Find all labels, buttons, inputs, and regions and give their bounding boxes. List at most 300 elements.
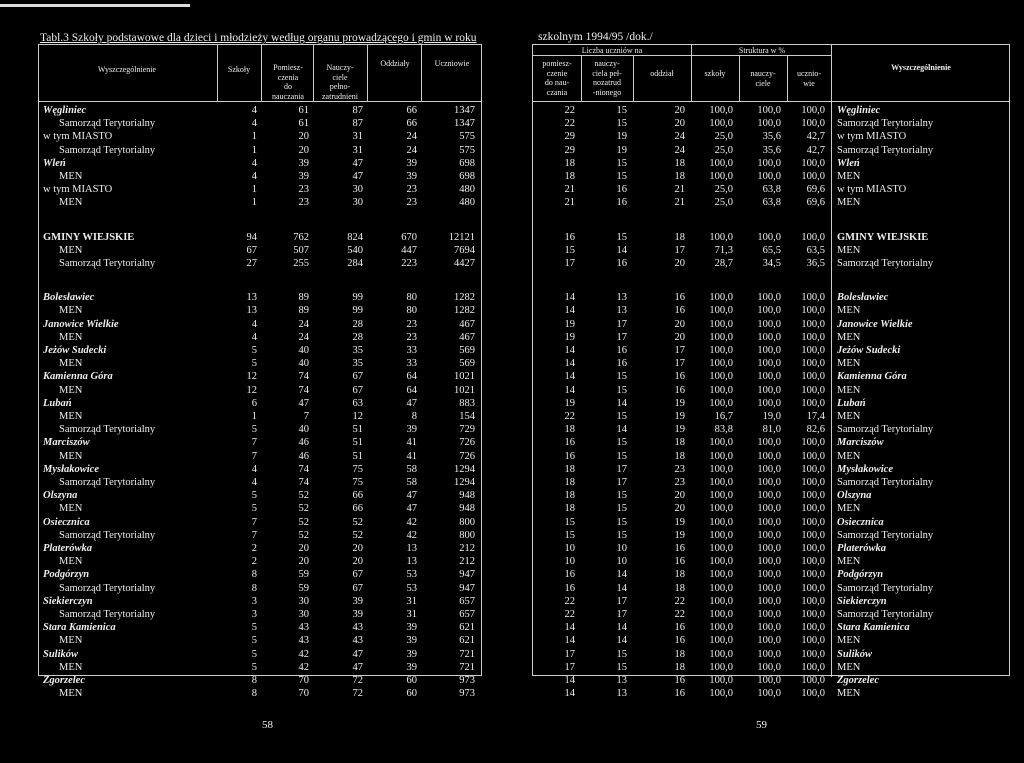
header-pupils: Uczniowie bbox=[434, 59, 470, 68]
cell-value: 4 bbox=[251, 331, 257, 343]
cell-value: 20 bbox=[674, 331, 685, 343]
cell-value: 1294 bbox=[454, 463, 475, 475]
cell-value: 212 bbox=[459, 556, 475, 568]
cell-value: 61 bbox=[298, 118, 309, 130]
cell-value: 17 bbox=[616, 331, 627, 343]
cell-value: 17 bbox=[564, 258, 575, 269]
right-table-header bbox=[533, 45, 1009, 102]
cell-value: 1021 bbox=[454, 384, 475, 396]
cell-value: 100,0 bbox=[757, 345, 781, 356]
header-label: Wyszczególnienie bbox=[97, 65, 157, 74]
cell-value: 23 bbox=[674, 463, 685, 475]
page-number-left: 58 bbox=[262, 719, 273, 731]
cell-value: 15 bbox=[616, 503, 627, 515]
cell-value: 100,0 bbox=[757, 622, 781, 634]
row-label: Olszyna bbox=[43, 490, 78, 502]
cell-value: 575 bbox=[459, 131, 475, 143]
header-rooms: Pomiesz- czenia do nauczania bbox=[272, 63, 304, 101]
cell-value: 721 bbox=[459, 661, 475, 673]
cell-value: 14 bbox=[564, 305, 575, 317]
cell-value: 5 bbox=[251, 345, 257, 356]
cell-value: 100,0 bbox=[709, 516, 733, 528]
cell-value: 20 bbox=[298, 131, 309, 143]
cell-value: 100,0 bbox=[757, 503, 781, 515]
cell-value: 284 bbox=[347, 258, 363, 269]
cell-value: 39 bbox=[298, 157, 309, 169]
cell-value: 569 bbox=[459, 345, 475, 356]
cell-value: 100,0 bbox=[801, 516, 825, 528]
row-label: MEN bbox=[837, 244, 861, 256]
cell-value: 12 bbox=[352, 411, 363, 422]
cell-value: 8 bbox=[411, 411, 417, 422]
cell-value: 24 bbox=[674, 144, 685, 156]
cell-value: 14 bbox=[616, 569, 627, 581]
cell-value: 18 bbox=[564, 463, 575, 475]
row-label: Marciszów bbox=[837, 437, 884, 449]
left-table bbox=[38, 44, 482, 700]
cell-value: 948 bbox=[459, 490, 475, 502]
cell-value: 100,0 bbox=[709, 503, 733, 515]
cell-value: 1347 bbox=[454, 118, 475, 130]
cell-value: 154 bbox=[459, 411, 475, 422]
cell-value: 23 bbox=[406, 318, 417, 330]
cell-value: 19 bbox=[564, 397, 575, 409]
cell-value: 1294 bbox=[454, 477, 475, 488]
cell-value: 47 bbox=[352, 157, 363, 169]
cell-value: 87 bbox=[352, 105, 363, 116]
cell-value: 30 bbox=[298, 609, 309, 620]
row-label: Mysłakowice bbox=[837, 463, 893, 475]
cell-value: 61 bbox=[298, 105, 309, 116]
cell-value: 16 bbox=[674, 292, 685, 304]
row-label: Marciszów bbox=[43, 437, 90, 449]
row-label: Wleń bbox=[837, 157, 860, 169]
cell-value: 1282 bbox=[454, 305, 475, 317]
cell-value: 16 bbox=[564, 437, 575, 449]
row-label: Sulików bbox=[43, 648, 79, 660]
cell-value: 100,0 bbox=[709, 661, 733, 673]
cell-value: 14 bbox=[616, 424, 627, 436]
cell-value: 23 bbox=[674, 477, 685, 488]
cell-value: 53 bbox=[406, 582, 417, 594]
cell-value: 100,0 bbox=[801, 384, 825, 396]
cell-value: 100,0 bbox=[709, 463, 733, 475]
cell-value: 20 bbox=[674, 105, 685, 116]
cell-value: 19 bbox=[674, 397, 685, 409]
cell-value: 41 bbox=[406, 437, 417, 449]
header-schools-pct: szkoły bbox=[704, 69, 726, 78]
cell-value: 10 bbox=[564, 556, 575, 568]
cell-value: 973 bbox=[459, 675, 475, 686]
cell-value: 67 bbox=[246, 244, 257, 256]
header-group-structure: Struktura w % bbox=[738, 46, 786, 55]
cell-value: 18 bbox=[564, 490, 575, 502]
cell-value: 100,0 bbox=[801, 477, 825, 488]
cell-value: 7 bbox=[251, 516, 257, 528]
cell-value: 59 bbox=[298, 569, 309, 581]
cell-value: 4 bbox=[251, 118, 257, 130]
cell-value: 16 bbox=[616, 184, 627, 196]
cell-value: 100,0 bbox=[709, 688, 733, 700]
cell-value: 100,0 bbox=[757, 384, 781, 396]
cell-value: 12 bbox=[246, 371, 257, 383]
table-row bbox=[533, 197, 1009, 213]
header-schools: Szkoły bbox=[227, 65, 251, 74]
cell-value: 800 bbox=[459, 529, 475, 541]
cell-value: 100,0 bbox=[801, 543, 825, 554]
cell-value: 63,8 bbox=[762, 197, 781, 209]
cell-value: 17 bbox=[564, 648, 575, 660]
cell-value: 100,0 bbox=[801, 450, 825, 462]
cell-value: 15 bbox=[616, 231, 627, 243]
cell-value: 13 bbox=[616, 675, 627, 686]
cell-value: 67 bbox=[352, 371, 363, 383]
cell-value: 39 bbox=[352, 595, 363, 607]
cell-value: 39 bbox=[406, 635, 417, 647]
cell-value: 69,6 bbox=[806, 197, 825, 209]
row-label: MEN bbox=[837, 661, 861, 673]
cell-value: 16 bbox=[674, 543, 685, 554]
row-label: Lubań bbox=[43, 397, 72, 409]
cell-value: 1021 bbox=[454, 371, 475, 383]
cell-value: 22 bbox=[564, 609, 575, 620]
cell-value: 100,0 bbox=[801, 582, 825, 594]
row-label: w tym MIASTO bbox=[837, 184, 907, 196]
cell-value: 23 bbox=[298, 197, 309, 209]
cell-value: 467 bbox=[459, 331, 475, 343]
row-label: Kamienna Góra bbox=[837, 371, 907, 383]
row-label: Samorząd Terytorialny bbox=[837, 118, 934, 130]
header-label-right: Wyszczególnienie bbox=[891, 63, 951, 72]
cell-value: 1 bbox=[251, 411, 257, 422]
cell-value: 15 bbox=[564, 516, 575, 528]
row-label: MEN bbox=[837, 171, 861, 182]
cell-value: 16,7 bbox=[714, 411, 733, 422]
cell-value: 21 bbox=[564, 197, 575, 209]
cell-value: 39 bbox=[406, 622, 417, 634]
cell-value: 100,0 bbox=[709, 397, 733, 409]
cell-value: 47 bbox=[352, 171, 363, 182]
cell-value: 100,0 bbox=[709, 490, 733, 502]
cell-value: 100,0 bbox=[757, 609, 781, 620]
row-label: Samorząd Terytorialny bbox=[59, 144, 156, 156]
cell-value: 30 bbox=[298, 595, 309, 607]
cell-value: 20 bbox=[674, 503, 685, 515]
cell-value: 58 bbox=[406, 477, 417, 488]
cell-value: 20 bbox=[674, 118, 685, 130]
cell-value: 24 bbox=[406, 144, 417, 156]
row-label: MEN bbox=[59, 171, 83, 182]
cell-value: 18 bbox=[674, 582, 685, 594]
cell-value: 100,0 bbox=[709, 358, 733, 370]
cell-value: 18 bbox=[674, 437, 685, 449]
cell-value: 65,5 bbox=[762, 244, 781, 256]
cell-value: 22 bbox=[564, 595, 575, 607]
cell-value: 70 bbox=[298, 675, 309, 686]
row-label: Olszyna bbox=[837, 490, 872, 502]
cell-value: 14 bbox=[564, 622, 575, 634]
row-label: Bolesławiec bbox=[837, 292, 889, 304]
cell-value: 17 bbox=[616, 609, 627, 620]
cell-value: 39 bbox=[406, 661, 417, 673]
cell-value: 21 bbox=[674, 184, 685, 196]
row-label: Samorząd Terytorialny bbox=[59, 529, 156, 541]
row-label: Samorząd Terytorialny bbox=[59, 477, 156, 488]
cell-value: 52 bbox=[298, 516, 309, 528]
row-label: MEN bbox=[837, 358, 861, 370]
row-label: Węgliniec bbox=[43, 105, 87, 116]
cell-value: 28 bbox=[352, 331, 363, 343]
cell-value: 19 bbox=[564, 331, 575, 343]
page-number-right: 59 bbox=[756, 719, 767, 731]
cell-value: 6 bbox=[251, 397, 257, 409]
cell-value: 100,0 bbox=[801, 331, 825, 343]
cell-value: 30 bbox=[352, 197, 363, 209]
cell-value: 17 bbox=[674, 358, 685, 370]
cell-value: 36,5 bbox=[806, 258, 825, 269]
cell-value: 17 bbox=[564, 661, 575, 673]
cell-value: 15 bbox=[616, 384, 627, 396]
cell-value: 31 bbox=[406, 595, 417, 607]
cell-value: 670 bbox=[401, 231, 417, 243]
cell-value: 21 bbox=[564, 184, 575, 196]
cell-value: 22 bbox=[674, 609, 685, 620]
cell-value: 12 bbox=[246, 384, 257, 396]
cell-value: 47 bbox=[298, 397, 309, 409]
cell-value: 39 bbox=[406, 424, 417, 436]
cell-value: 89 bbox=[298, 305, 309, 317]
cell-value: 15 bbox=[616, 118, 627, 130]
cell-value: 25,0 bbox=[714, 131, 733, 143]
cell-value: 47 bbox=[352, 661, 363, 673]
cell-value: 19 bbox=[616, 144, 627, 156]
cell-value: 100,0 bbox=[757, 490, 781, 502]
row-label: Bolesławiec bbox=[43, 292, 95, 304]
cell-value: 100,0 bbox=[757, 358, 781, 370]
cell-value: 35 bbox=[352, 345, 363, 356]
cell-value: 5 bbox=[251, 661, 257, 673]
cell-value: 16 bbox=[616, 258, 627, 269]
cell-value: 51 bbox=[352, 437, 363, 449]
cell-value: 18 bbox=[674, 661, 685, 673]
cell-value: 16 bbox=[674, 635, 685, 647]
cell-value: 43 bbox=[352, 622, 363, 634]
cell-value: 100,0 bbox=[709, 105, 733, 116]
cell-value: 16 bbox=[564, 569, 575, 581]
cell-value: 42,7 bbox=[806, 131, 825, 143]
cell-value: 14 bbox=[564, 384, 575, 396]
row-label: Jeżów Sudecki bbox=[43, 345, 107, 356]
cell-value: 15 bbox=[616, 157, 627, 169]
cell-value: 89 bbox=[298, 292, 309, 304]
row-label: MEN bbox=[59, 384, 83, 396]
row-label: MEN bbox=[837, 305, 861, 317]
cell-value: 13 bbox=[246, 305, 257, 317]
cell-value: 23 bbox=[406, 331, 417, 343]
cell-value: 42 bbox=[298, 661, 309, 673]
cell-value: 17 bbox=[674, 244, 685, 256]
cell-value: 100,0 bbox=[757, 292, 781, 304]
cell-value: 100,0 bbox=[709, 569, 733, 581]
cell-value: 43 bbox=[352, 635, 363, 647]
row-label: MEN bbox=[59, 197, 83, 209]
cell-value: 100,0 bbox=[801, 490, 825, 502]
cell-value: 39 bbox=[406, 171, 417, 182]
cell-value: 100,0 bbox=[801, 648, 825, 660]
cell-value: 100,0 bbox=[801, 609, 825, 620]
cell-value: 18 bbox=[674, 231, 685, 243]
cell-value: 15 bbox=[616, 371, 627, 383]
cell-value: 15 bbox=[564, 244, 575, 256]
cell-value: 19 bbox=[674, 411, 685, 422]
cell-value: 100,0 bbox=[757, 171, 781, 182]
cell-value: 698 bbox=[459, 171, 475, 182]
row-label: MEN bbox=[59, 635, 83, 647]
row-label: Samorząd Terytorialny bbox=[837, 529, 934, 541]
cell-value: 575 bbox=[459, 144, 475, 156]
table-row bbox=[39, 197, 481, 213]
cell-value: 35,6 bbox=[762, 131, 781, 143]
cell-value: 80 bbox=[406, 292, 417, 304]
cell-value: 52 bbox=[298, 529, 309, 541]
cell-value: 698 bbox=[459, 157, 475, 169]
cell-value: 16 bbox=[616, 358, 627, 370]
cell-value: 52 bbox=[298, 503, 309, 515]
cell-value: 8 bbox=[251, 582, 257, 594]
cell-value: 18 bbox=[564, 171, 575, 182]
cell-value: 100,0 bbox=[709, 231, 733, 243]
cell-value: 20 bbox=[298, 144, 309, 156]
cell-value: 39 bbox=[406, 648, 417, 660]
cell-value: 20 bbox=[352, 543, 363, 554]
cell-value: 25,0 bbox=[714, 197, 733, 209]
cell-value: 16 bbox=[564, 231, 575, 243]
cell-value: 31 bbox=[352, 144, 363, 156]
cell-value: 100,0 bbox=[709, 305, 733, 317]
cell-value: 42 bbox=[406, 529, 417, 541]
cell-value: 19 bbox=[674, 424, 685, 436]
cell-value: 100,0 bbox=[801, 371, 825, 383]
cell-value: 18 bbox=[564, 477, 575, 488]
cell-value: 100,0 bbox=[801, 675, 825, 686]
table-row bbox=[39, 688, 481, 704]
row-label: MEN bbox=[837, 197, 861, 209]
cell-value: 99 bbox=[352, 292, 363, 304]
cell-value: 100,0 bbox=[709, 595, 733, 607]
cell-value: 28 bbox=[352, 318, 363, 330]
row-label: Węgliniec bbox=[837, 105, 881, 116]
cell-value: 100,0 bbox=[709, 675, 733, 686]
row-label: MEN bbox=[59, 305, 83, 317]
cell-value: 24 bbox=[298, 318, 309, 330]
cell-value: 447 bbox=[401, 244, 417, 256]
cell-value: 4 bbox=[251, 157, 257, 169]
cell-value: 19 bbox=[616, 131, 627, 143]
cell-value: 15 bbox=[616, 648, 627, 660]
cell-value: 100,0 bbox=[801, 437, 825, 449]
cell-value: 69,6 bbox=[806, 184, 825, 196]
cell-value: 16 bbox=[616, 197, 627, 209]
cell-value: 100,0 bbox=[801, 503, 825, 515]
cell-value: 762 bbox=[293, 231, 309, 243]
cell-value: 100,0 bbox=[757, 118, 781, 130]
cell-value: 726 bbox=[459, 437, 475, 449]
cell-value: 100,0 bbox=[757, 569, 781, 581]
cell-value: 657 bbox=[459, 595, 475, 607]
cell-value: 19 bbox=[564, 318, 575, 330]
cell-value: 13 bbox=[616, 688, 627, 700]
cell-value: 10 bbox=[564, 543, 575, 554]
cell-value: 13 bbox=[616, 292, 627, 304]
cell-value: 20 bbox=[674, 258, 685, 269]
cell-value: 53 bbox=[406, 569, 417, 581]
cell-value: 18 bbox=[674, 450, 685, 462]
cell-value: 18 bbox=[674, 569, 685, 581]
cell-value: 973 bbox=[459, 688, 475, 700]
cell-value: 100,0 bbox=[801, 397, 825, 409]
cell-value: 10 bbox=[616, 556, 627, 568]
cell-value: 3 bbox=[251, 595, 257, 607]
cell-value: 19,0 bbox=[762, 411, 781, 422]
cell-value: 20 bbox=[298, 556, 309, 568]
header-pupils-pct: ucznio- wie bbox=[797, 69, 821, 88]
cell-value: 64 bbox=[406, 384, 417, 396]
cell-value: 18 bbox=[564, 424, 575, 436]
table-row bbox=[39, 258, 481, 274]
cell-value: 1347 bbox=[454, 105, 475, 116]
cell-value: 4 bbox=[251, 463, 257, 475]
cell-value: 74 bbox=[298, 477, 309, 488]
cell-value: 100,0 bbox=[757, 661, 781, 673]
cell-value: 72 bbox=[352, 675, 363, 686]
cell-value: 100,0 bbox=[709, 609, 733, 620]
cell-value: 35,6 bbox=[762, 144, 781, 156]
cell-value: 507 bbox=[293, 244, 309, 256]
cell-value: 23 bbox=[406, 184, 417, 196]
cell-value: 66 bbox=[352, 490, 363, 502]
cell-value: 100,0 bbox=[709, 331, 733, 343]
cell-value: 100,0 bbox=[757, 305, 781, 317]
cell-value: 16 bbox=[674, 305, 685, 317]
cell-value: 569 bbox=[459, 358, 475, 370]
cell-value: 100,0 bbox=[757, 318, 781, 330]
cell-value: 100,0 bbox=[757, 450, 781, 462]
cell-value: 43 bbox=[298, 635, 309, 647]
row-label: MEN bbox=[59, 358, 83, 370]
cell-value: 15 bbox=[616, 516, 627, 528]
cell-value: 39 bbox=[298, 171, 309, 182]
cell-value: 18 bbox=[674, 157, 685, 169]
table-row bbox=[533, 688, 1009, 704]
cell-value: 13 bbox=[406, 543, 417, 554]
cell-value: 39 bbox=[406, 157, 417, 169]
cell-value: 100,0 bbox=[801, 661, 825, 673]
cell-value: 81,0 bbox=[762, 424, 781, 436]
cell-value: 47 bbox=[352, 648, 363, 660]
cell-value: 100,0 bbox=[757, 688, 781, 700]
row-label: w tym MIASTO bbox=[837, 131, 907, 143]
cell-value: 100,0 bbox=[801, 292, 825, 304]
cell-value: 100,0 bbox=[709, 157, 733, 169]
cell-value: 42 bbox=[298, 648, 309, 660]
cell-value: 15 bbox=[564, 529, 575, 541]
cell-value: 82,6 bbox=[806, 424, 825, 436]
cell-value: 947 bbox=[459, 582, 475, 594]
cell-value: 22 bbox=[564, 105, 575, 116]
cell-value: 721 bbox=[459, 648, 475, 660]
row-label: MEN bbox=[837, 450, 861, 462]
cell-value: 20 bbox=[352, 556, 363, 568]
